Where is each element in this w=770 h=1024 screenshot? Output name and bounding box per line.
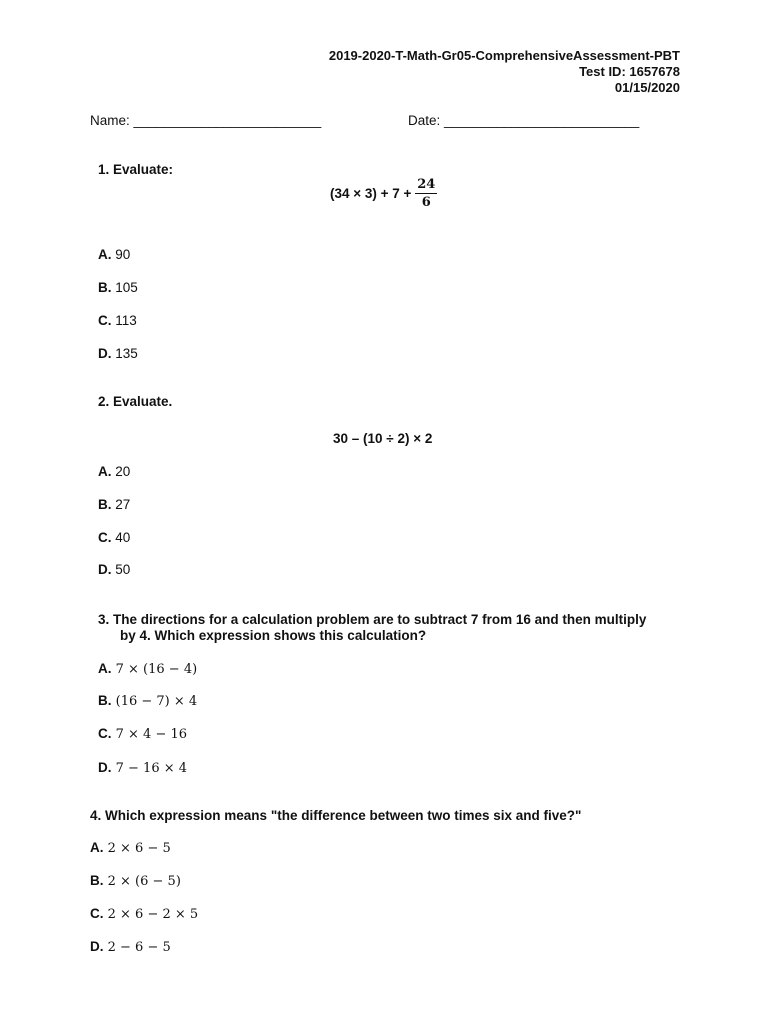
fraction-numerator: 24 <box>417 177 436 192</box>
q4-option-a[interactable] <box>90 840 171 856</box>
option-letter: A. <box>98 661 112 676</box>
option-letter: B. <box>90 873 104 888</box>
option-letter: B. <box>98 693 112 708</box>
question-2-prompt: 2. Evaluate. <box>98 394 173 409</box>
question-3-prompt-line-1: 3. The directions for a calculation problem are to subtract 7 from 16 and then multiply <box>98 612 647 627</box>
option-text: 7 − 16 × 4 <box>111 761 188 776</box>
option-text: 113 <box>111 313 137 328</box>
option-text: (16 − 7) × 4 <box>111 694 198 709</box>
question-2-expression: 30 – (10 ÷ 2) × 2 <box>333 431 433 446</box>
option-letter: C. <box>98 530 112 545</box>
option-letter: D. <box>90 939 104 954</box>
question-1-prompt: 1. Evaluate: <box>98 162 174 177</box>
option-text: 135 <box>111 346 138 361</box>
option-text: 2 − 6 − 5 <box>103 940 171 955</box>
q3-option-a[interactable] <box>98 661 197 677</box>
option-letter: B. <box>98 497 112 512</box>
q2-option-b[interactable] <box>98 497 130 512</box>
q1-option-b[interactable] <box>98 280 138 295</box>
q3-option-c[interactable] <box>98 726 187 742</box>
option-letter: A. <box>98 464 112 479</box>
date-field[interactable]: Date: __________________________ <box>408 113 640 128</box>
option-letter: C. <box>90 906 104 921</box>
q4-option-d[interactable] <box>90 939 171 955</box>
option-text: 105 <box>111 280 138 295</box>
option-letter: D. <box>98 562 112 577</box>
test-id: Test ID: 1657678 <box>579 64 680 79</box>
q2-option-a[interactable] <box>98 464 130 479</box>
option-text: 2 × 6 − 5 <box>103 841 171 856</box>
option-letter: D. <box>98 346 112 361</box>
option-text: 50 <box>111 562 131 577</box>
q4-option-b[interactable] <box>90 873 181 889</box>
q3-option-b[interactable] <box>98 693 197 709</box>
assessment-title: 2019-2020-T-Math-Gr05-ComprehensiveAssessment-PBT <box>328 48 680 63</box>
q1-option-a[interactable] <box>98 247 130 262</box>
option-text: 2 × (6 − 5) <box>103 874 181 889</box>
option-letter: A. <box>98 247 112 262</box>
option-text: 20 <box>111 464 131 479</box>
question-1-expression-left: (34 × 3) + 7 + <box>330 186 412 201</box>
option-letter: D. <box>98 760 112 775</box>
question-4-prompt: 4. Which expression means "the difference between two times six and five?" <box>90 808 582 823</box>
q1-option-d[interactable] <box>98 346 138 361</box>
q3-option-d[interactable] <box>98 760 187 776</box>
option-text: 2 × 6 − 2 × 5 <box>103 907 199 922</box>
option-text: 40 <box>111 530 131 545</box>
option-text: 90 <box>111 247 131 262</box>
fraction-denominator: 6 <box>421 195 431 210</box>
option-text: 7 × (16 − 4) <box>111 662 198 677</box>
q2-option-c[interactable] <box>98 530 130 545</box>
option-letter: B. <box>98 280 112 295</box>
q1-option-c[interactable] <box>98 313 137 328</box>
option-letter: C. <box>98 313 112 328</box>
option-letter: C. <box>98 726 112 741</box>
question-1-expression <box>330 176 437 211</box>
header-date: 01/15/2020 <box>614 80 680 95</box>
question-3-prompt-line-2: by 4. Which expression shows this calculation? <box>120 628 427 643</box>
option-text: 7 × 4 − 16 <box>111 727 188 742</box>
q4-option-c[interactable] <box>90 906 198 922</box>
option-text: 27 <box>111 497 131 512</box>
option-letter: A. <box>90 840 104 855</box>
name-field[interactable]: Name: _________________________ <box>90 113 322 128</box>
question-1-fraction <box>415 176 437 211</box>
q2-option-d[interactable] <box>98 562 130 577</box>
